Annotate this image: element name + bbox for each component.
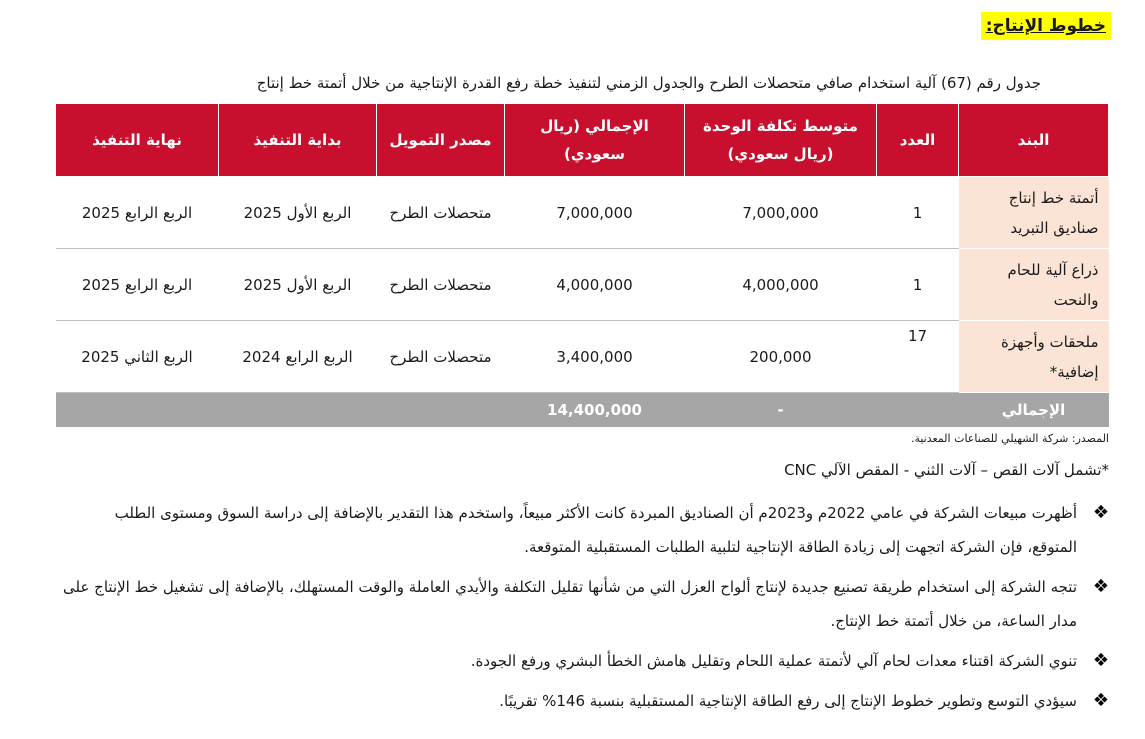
footnote: *تشمل آلات القص – آلات الثني - المقص الآلي CNC: [784, 461, 1109, 479]
list-item-text: سيؤدي التوسع وتطوير خطوط الإنتاج إلى رفع الطاقة الإنتاجية المستقبلية بنسبة 146% تقريبًا.: [499, 692, 1077, 710]
table-caption: جدول رقم (67) آلية استخدام صافي متحصلات الطرح والجدول الزمني لتنفيذ خطة رفع القدرة الإنتاجية من خلال أتمتة خط إنتاج: [256, 74, 1041, 92]
cell-start: الربع الأول 2025: [219, 249, 377, 321]
cell-total: 3,400,000: [505, 321, 685, 393]
section-heading: خطوط الإنتاج:: [981, 12, 1111, 40]
cell-count: 17: [877, 321, 959, 393]
cell-count: 1: [877, 177, 959, 249]
section-heading-wrap: [981, 12, 1111, 40]
total-funding: [377, 393, 505, 428]
cell-end: الربع الرابع 2025: [56, 177, 219, 249]
table-total-row: [56, 393, 1109, 428]
total-unit-cost: -: [685, 393, 877, 428]
header-end: نهاية التنفيذ: [56, 104, 219, 177]
header-total: الإجمالي (ريال سعودي): [505, 104, 685, 177]
cell-funding: متحصلات الطرح: [377, 321, 505, 393]
total-label: الإجمالي: [959, 393, 1109, 428]
header-item: البند: [959, 104, 1109, 177]
list-item: [61, 570, 1111, 638]
total-end: [56, 393, 219, 428]
table-row: [56, 249, 1109, 321]
cell-unit-cost: 4,000,000: [685, 249, 877, 321]
cell-start: الربع الأول 2025: [219, 177, 377, 249]
total-amount: 14,400,000: [505, 393, 685, 428]
table-source-note: المصدر: شركة الشهيلي للصناعات المعدنية.: [910, 432, 1109, 445]
cell-unit-cost: 200,000: [685, 321, 877, 393]
diamond-bullet-icon: ❖: [1092, 576, 1109, 597]
cell-unit-cost: 7,000,000: [685, 177, 877, 249]
list-item-text: أظهرت مبيعات الشركة في عامي 2022م و2023م أن الصناديق المبردة كانت الأكثر مبيعاً، واستخدم هذا التقدير بالإضافة إلى دراسة السوق ومستوى الطلب المتوقع، فإن الشركة اتجهت إلى زيادة الطاقة الإنتاجية لتلبية الطلبات المستقبلية المتوقعة.: [114, 504, 1077, 556]
cell-item: ذراع آلية للحام والنحت: [959, 249, 1109, 321]
cell-count: 1: [877, 249, 959, 321]
table-header-row: [56, 104, 1109, 177]
header-start: بداية التنفيذ: [219, 104, 377, 177]
list-item: [61, 644, 1111, 678]
table-row: [56, 177, 1109, 249]
diamond-bullet-icon: ❖: [1092, 502, 1109, 523]
cell-funding: متحصلات الطرح: [377, 249, 505, 321]
bullet-list: [61, 496, 1111, 724]
cell-funding: متحصلات الطرح: [377, 177, 505, 249]
list-item-text: تنوي الشركة اقتناء معدات لحام آلي لأتمتة عملية اللحام وتقليل هامش الخطأ البشري ورفع الجودة.: [470, 652, 1077, 670]
cell-end: الربع الثاني 2025: [56, 321, 219, 393]
header-unit-cost: متوسط تكلفة الوحدة (ريال سعودي): [685, 104, 877, 177]
list-item-text: تتجه الشركة إلى استخدام طريقة تصنيع جديدة لإنتاج ألواح العزل التي من شأنها تقليل التكلفة والأيدي العاملة والوقت المستهلك، بالإضافة إلى تشغيل خط الإنتاج على مدار الساعة، من خلال أتمتة خط الإنتاج.: [62, 578, 1077, 630]
cell-total: 4,000,000: [505, 249, 685, 321]
diamond-bullet-icon: ❖: [1092, 650, 1109, 671]
list-item: [61, 684, 1111, 718]
cell-end: الربع الرابع 2025: [56, 249, 219, 321]
diamond-bullet-icon: ❖: [1092, 690, 1109, 711]
list-item: [61, 496, 1111, 564]
cell-start: الربع الرابع 2024: [219, 321, 377, 393]
total-count: [877, 393, 959, 428]
total-start: [219, 393, 377, 428]
cell-total: 7,000,000: [505, 177, 685, 249]
table-row: [56, 321, 1109, 393]
header-funding: مصدر التمويل: [377, 104, 505, 177]
production-lines-table: [55, 103, 1109, 427]
header-count: العدد: [877, 104, 959, 177]
cell-item: ملحقات وأجهزة إضافية*: [959, 321, 1109, 393]
cell-item: أتمتة خط إنتاج صناديق التبريد: [959, 177, 1109, 249]
